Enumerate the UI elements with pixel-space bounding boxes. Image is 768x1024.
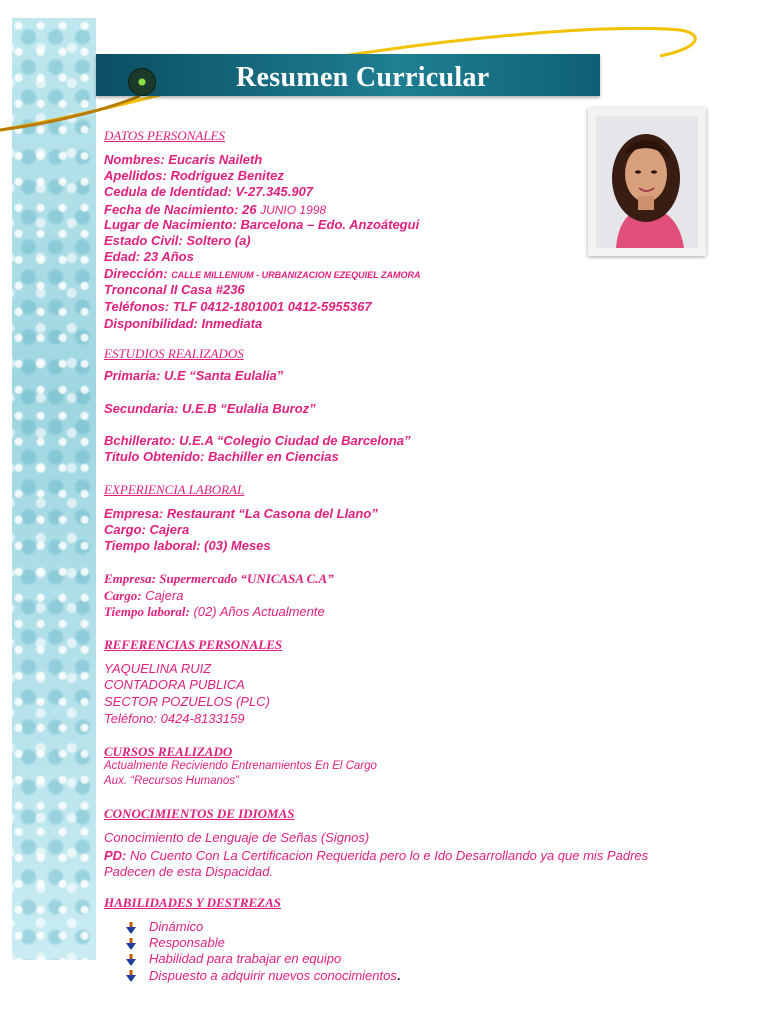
idiomas-line-1: Conocimiento de Lenguaje de Señas (Signos) <box>104 830 370 845</box>
datos-tronconal: Tronconal II Casa #236 <box>104 282 245 297</box>
datos-telefonos: Teléfonos: TLF 0412-1801001 0412-5955367 <box>104 299 372 314</box>
estudios-titulo: Título Obtenido: Bachiller en Ciencias <box>104 449 339 464</box>
datos-apellidos: Apellidos: Rodriguez Benitez <box>104 168 284 183</box>
datos-direccion <box>104 265 421 283</box>
curso-line: Aux. “Recursos Humanos” <box>104 775 239 787</box>
direccion-value: CALLE MILLENIUM - URBANIZACION EZEQUIEL ZAMORA <box>171 270 421 280</box>
referencia-line: YAQUELINA RUIZ <box>104 661 212 676</box>
tiempo-2-label: Tiempo laboral: <box>104 604 190 619</box>
fecha-value: JUNIO 1998 <box>260 203 327 217</box>
bullet-ball-icon <box>128 68 156 96</box>
datos-lugar: Lugar de Nacimiento: Barcelona – Edo. Anzoátegui <box>104 217 420 232</box>
estudios-bachillerato: Bchillerato: U.E.A “Colegio Ciudad de Barcelona” <box>104 433 411 448</box>
referencia-line: CONTADORA PUBLICA <box>104 677 245 692</box>
idiomas-pd <box>104 847 648 865</box>
habilidad-item: Responsable <box>149 935 225 950</box>
datos-disponibilidad: Disponibilidad: Inmediata <box>104 316 263 331</box>
datos-cedula: Cedula de Identidad: V-27.345.907 <box>104 184 314 199</box>
curso-line: Actualmente Reciviendo Entrenamientos En El Cargo <box>104 760 377 772</box>
arrow-bullet-icon <box>126 938 136 950</box>
estudios-primaria: Primaria: U.E “Santa Eulalia” <box>104 368 284 383</box>
datos-estado-civil: Estado Civil: Soltero (a) <box>104 233 251 248</box>
period: . <box>396 968 401 983</box>
pd-text: No Cuento Con La Certificacion Requerida pero lo e Ido Desarrollando ya que mis Padres <box>126 848 649 863</box>
datos-edad: Edad: 23 Años <box>104 249 194 264</box>
direccion-label: Dirección: <box>104 266 172 281</box>
tiempo-2-value: (02) Años Actualmente <box>189 604 325 619</box>
arrow-bullet-icon <box>126 954 136 966</box>
section-datos-personales: DATOS PERSONALES <box>104 128 225 143</box>
datos-nombres: Nombres: Eucaris Naileth <box>104 152 263 167</box>
idiomas-line-3: Padecen de esta Dispacidad. <box>104 864 274 879</box>
cargo-2-label: Cargo: <box>104 588 142 603</box>
habilidad-item-last <box>149 967 400 985</box>
water-drops-border <box>12 18 96 960</box>
section-habilidades: HABILIDADES Y DESTREZAS <box>104 895 281 910</box>
experiencia-tiempo-2 <box>104 603 325 621</box>
experiencia-empresa-2: Empresa: Supermercado “UNICASA C.A” <box>104 571 334 586</box>
estudios-secundaria: Secundaria: U.E.B “Eulalia Buroz” <box>104 401 316 416</box>
habilidad-item: Dinámico <box>149 919 204 934</box>
section-cursos: CURSOS REALIZADO <box>104 744 233 759</box>
experiencia-empresa-1: Empresa: Restaurant “La Casona del Llano” <box>104 506 378 521</box>
referencia-line: Teléfono: 0424-8133159 <box>104 711 245 726</box>
habilidad-item: Dispuesto a adquirir nuevos conocimientos <box>149 968 397 983</box>
habilidad-item: Habilidad para trabajar en equipo <box>149 951 342 966</box>
arrow-bullet-icon <box>126 970 136 982</box>
arrow-bullet-icon <box>126 922 136 934</box>
profile-photo <box>588 108 706 256</box>
cargo-2-value: Cajera <box>141 588 184 603</box>
page-title: Resumen Curricular <box>236 62 490 93</box>
section-estudios: ESTUDIOS REALIZADOS <box>104 346 244 361</box>
section-referencias: REFERENCIAS PERSONALES <box>104 637 283 652</box>
experiencia-cargo-1: Cargo: Cajera <box>104 522 190 537</box>
pd-label: PD: <box>104 848 127 863</box>
section-idiomas: CONOCIMIENTOS DE IDIOMAS <box>104 806 295 821</box>
section-experiencia: EXPERIENCIA LABORAL <box>104 482 245 497</box>
experiencia-tiempo-1: Tiempo laboral: (03) Meses <box>104 538 271 553</box>
fecha-label: Fecha de Nacimiento: 26 <box>104 202 261 217</box>
referencia-line: SECTOR POZUELOS (PLC) <box>104 694 270 709</box>
